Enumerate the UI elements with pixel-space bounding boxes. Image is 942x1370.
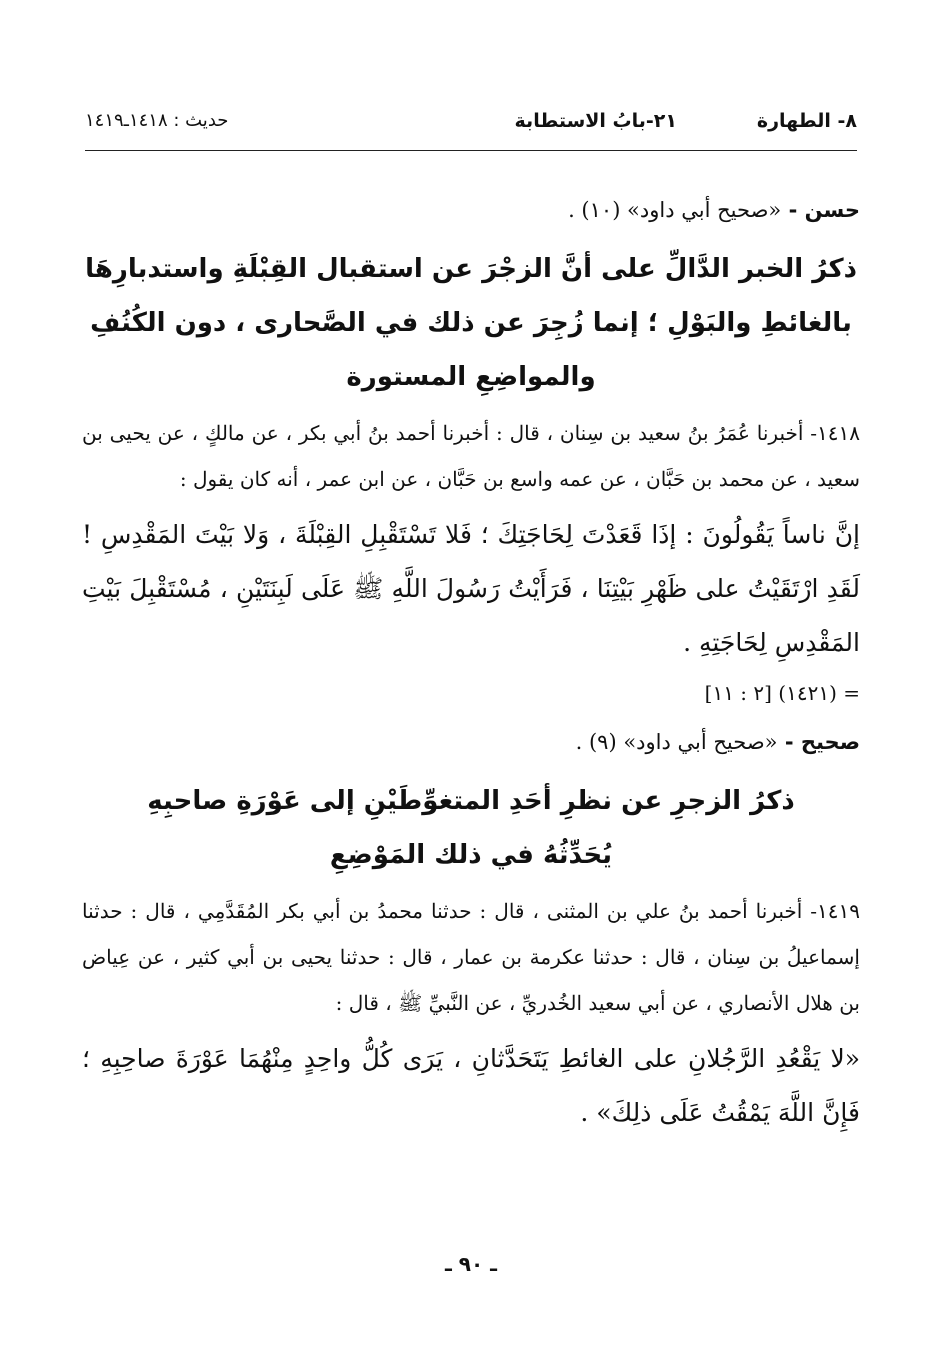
- hadith-matn: «لا يَقْعُدِ الرَّجُلانِ على الغائطِ يَتَحَدَّثانِ ، يَرَى كُلُّ واحِدٍ مِنْهُمَا عَوْرَةَ صاحِبِهِ ؛ فَإِنَّ اللَّهَ يَمْقُتُ عَلَى ذلِكَ» .: [82, 1044, 860, 1127]
- grade-label: حسن -: [788, 198, 860, 222]
- grade-line: [82, 722, 860, 762]
- hadith-isnad: ١٤١٨- أخبرنا عُمَرُ بنُ سعيد بن سِنان ، قال : أخبرنا أحمد بنُ أبي بكر ، عن مالكٍ ، عن يحيى بن سعيد ، عن محمد بن حَبَّان ، عن عمه واسع بن حَبَّان ، عن ابن عمر ، أنه كان يقول :: [82, 421, 860, 491]
- heading-line: بالغائطِ والبَوْلِ ؛ إنما زُجِرَ عن ذلك في الصَّحارى ، دون الكُنُفِ: [90, 308, 852, 338]
- header-bab: ٢١-بابُ الاستطابة: [514, 110, 677, 132]
- hadith-matn: إنَّ ناساً يَقُولُونَ : إذَا قَعَدْتَ لِحَاجَتِكَ ؛ فَلا تَسْتَقْبِلِ القِبْلَةَ ، وَلا بَيْتَ المَقْدِسِ ! لَقَدِ ارْتَقَيْتُ على ظَهْرِ بَيْتِنَا ، فَرَأَيْتُ رَسُولَ اللَّهِ ﷺ عَلَى لَبِنَتَيْنِ ، مُسْتَقْبِلَ بَيْتِ المَقْدِسِ لِحَاجَتِهِ .: [82, 520, 860, 657]
- grade-label: صحيح -: [784, 730, 860, 754]
- header-chapter: ٨- الطهارة: [756, 110, 857, 132]
- page-number: ـ ٩٠ ـ: [444, 1252, 498, 1276]
- grade-note: «صحيح أبي داود» (١٠) .: [568, 198, 782, 222]
- grade-note: «صحيح أبي داود» (٩) .: [575, 730, 778, 754]
- heading-line: ذكرُ الزجرِ عن نظرِ أحَدِ المتغوِّطَيْنِ إلى عَوْرَةِ صاحبِهِ: [147, 786, 795, 816]
- heading-line: والمواضِعِ المستورة: [346, 362, 596, 392]
- hadith-isnad: ١٤١٩- أخبرنا أحمد بنُ علي بن المثنى ، قال : حدثنا محمدُ بن أبي بكر المُقَدَّمِي ، قال : حدثنا إسماعيلُ بن سِنان ، قال : حدثنا عكرمة بن عمار ، قال : حدثنا يحيى بن أبي كثير ، عن عِياض بن هلال الأنصاري ، عن أبي سعيد الخُدريِّ ، عن النَّبيِّ ﷺ ، قال :: [82, 899, 860, 1015]
- page-body: [82, 190, 860, 1140]
- header-rule: [85, 150, 857, 151]
- chapter-heading: [82, 242, 860, 404]
- cross-reference: = (١٤٢١) [٢ : ١١]: [704, 681, 860, 705]
- running-header: [85, 110, 857, 150]
- heading-line: ذكرُ الخبر الدَّالِّ على أنَّ الزجْرَ عن استقبال القِبْلَةِ واستدبارِهَا: [85, 254, 857, 284]
- grade-line: [82, 190, 860, 230]
- heading-line: يُحَدِّثُهُ في ذلك المَوْضِعِ: [329, 840, 613, 870]
- chapter-heading: [82, 774, 860, 882]
- header-hadith-range: حديث : ١٤١٨ـ١٤١٩: [85, 110, 229, 131]
